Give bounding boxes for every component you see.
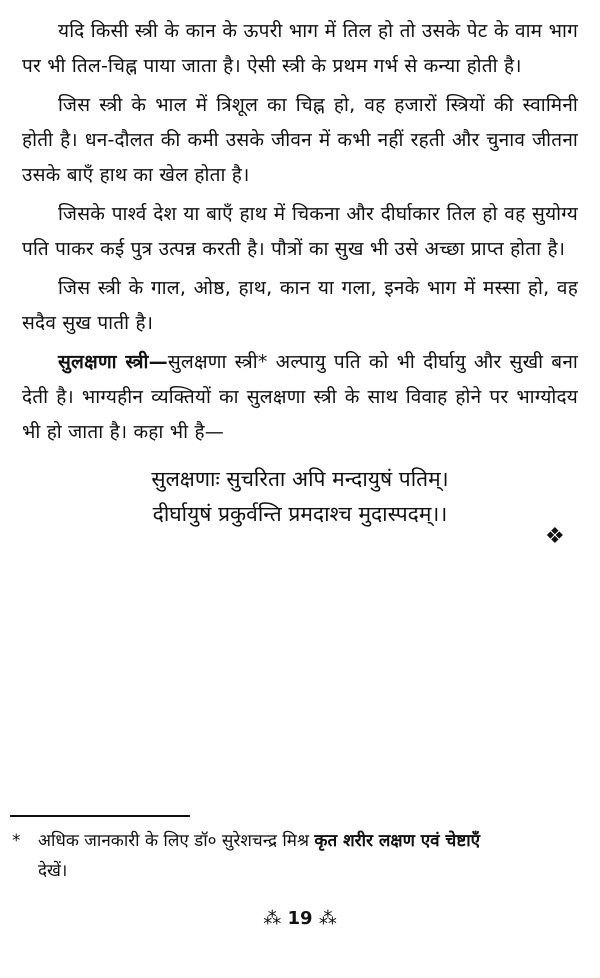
page-number: 19 — [287, 908, 313, 929]
footnote-end: देखें। — [38, 861, 68, 881]
footnote — [12, 826, 582, 886]
right-flourish-icon: ⁂ — [318, 908, 337, 929]
paragraph-2: जिस स्त्री के भाल में त्रिशूल का चिह्न हो, वह हजारों स्त्रियों की स्वामिनी होती है। धन-दौलत की कमी उसके जीवन में कभी नहीं रहती और चुनाव जीतना उसके बाएँ हाथ का खेल होता है। — [22, 94, 578, 186]
section-paragraph — [22, 345, 578, 450]
paragraph-3: जिसके पार्श्व देश या बाएँ हाथ में चिकना और दीर्घाकार तिल हो वह सुयोग्य पति पाकर कई पुत्र उत्पन्न करती है। पौत्रों का सुख भी उसे अच्छा प्राप्त होता है। — [22, 203, 578, 260]
page-number-area — [0, 906, 600, 932]
verse-line-1: सुलक्षणाः सुचरिता अपि मन्दायुषं पतिम्। — [151, 467, 449, 491]
footnote-text: अधिक जानकारी के लिए डॉ० सुरेशचन्द्र मिश्र — [38, 831, 315, 851]
footnote-divider — [10, 815, 190, 817]
paragraph-1: यदि किसी स्त्री के कान के ऊपरी भाग में तिल हो तो उसके पेट के वाम भाग पर भी तिल-चिह्न पाया जाता है। ऐसी स्त्री के प्रथम गर्भ से कन्या होती है। — [22, 20, 578, 77]
body-text — [22, 14, 578, 450]
paragraph-4: जिस स्त्री के गाल, ओष्ठ, हाथ, कान या गला, इनके भाग में मस्सा हो, वह सदैव सुख पाती है। — [22, 277, 578, 334]
footnote-book-title: कृत शरीर लक्षण एवं चेष्टाएँ — [314, 831, 481, 851]
verse-line-2: दीर्घायुषं प्रकुर्वन्ति प्रमदाश्च मुदास्पदम्।। — [152, 502, 448, 526]
footnote-asterisk: * — [12, 831, 21, 851]
left-flourish-icon: ⁂ — [263, 908, 282, 929]
diamond-ornament-icon: ❖ — [545, 524, 565, 549]
section-text: सुलक्षणा स्त्री* अल्पायु पति को भी दीर्घायु और सुखी बना देती है। भाग्यहीन व्यक्तियों का सुलक्षणा स्त्री के साथ विवाह होने पर भाग्योदय भी हो जाता है। कहा भी है— — [22, 351, 578, 443]
section-heading: सुलक्षणा स्त्री— — [58, 351, 168, 373]
